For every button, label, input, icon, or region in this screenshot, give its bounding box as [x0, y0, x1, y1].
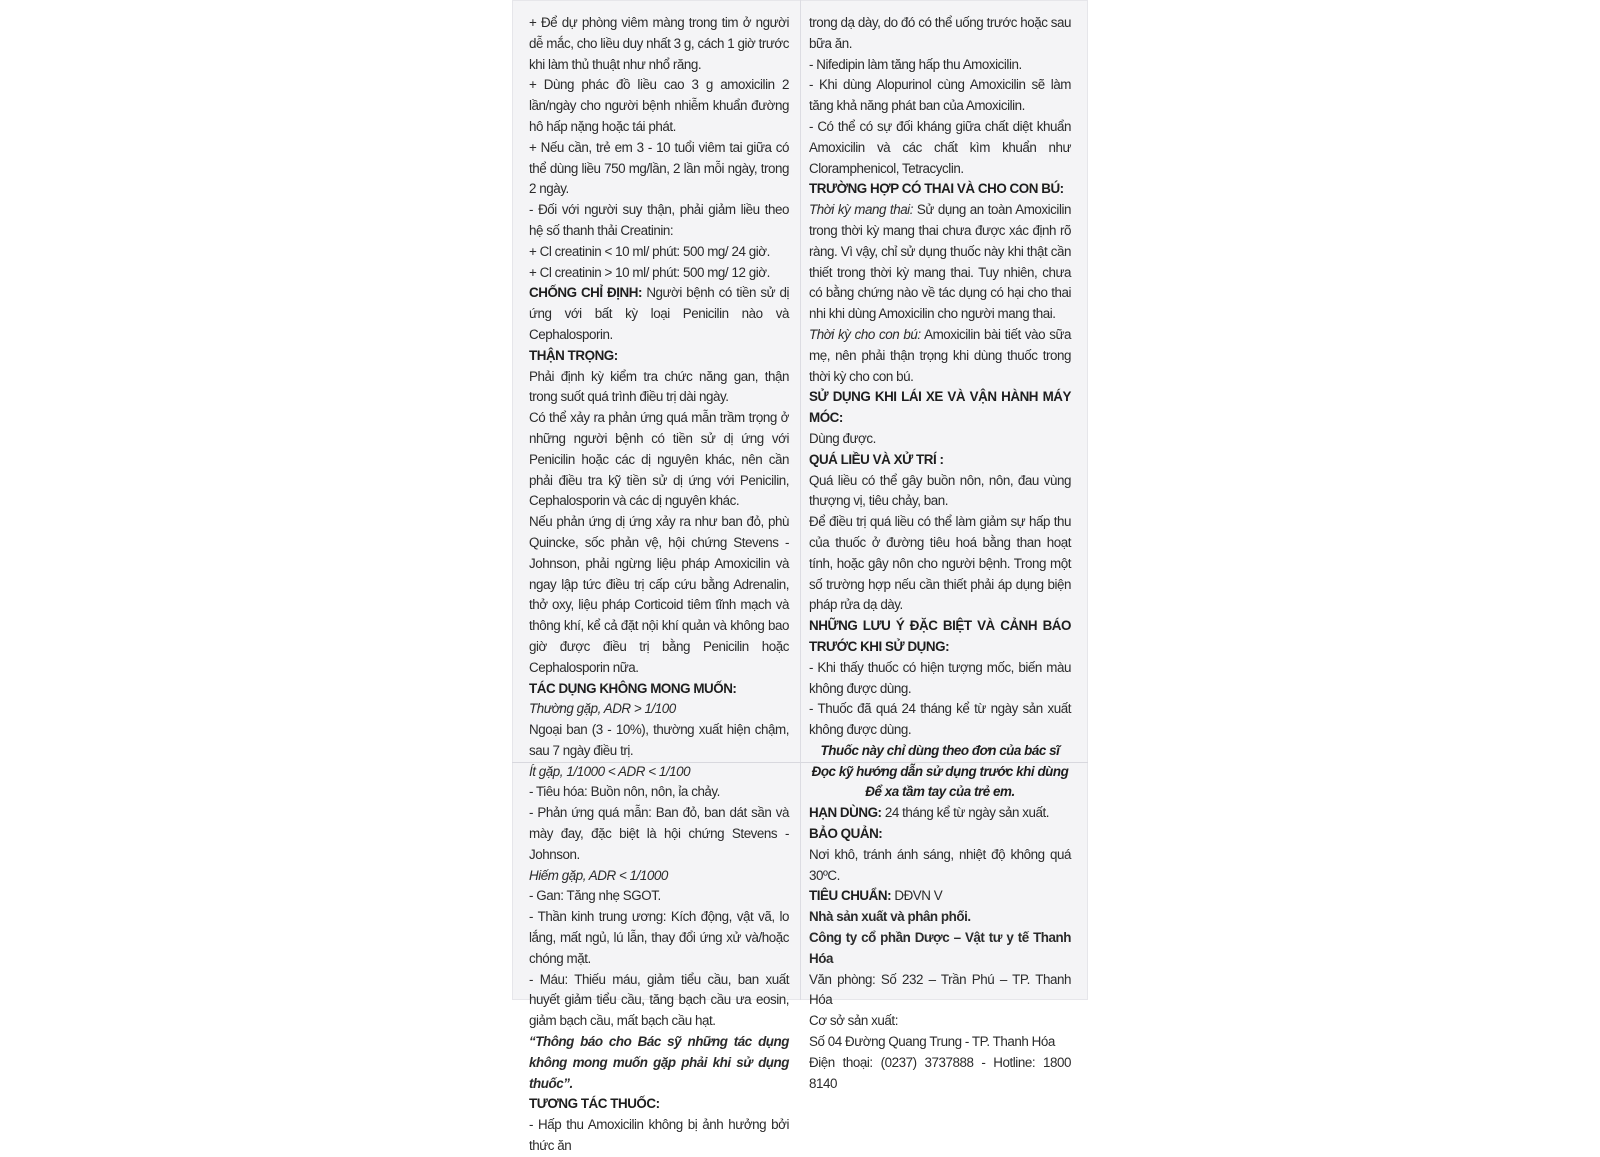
paragraph: - Thuốc đã quá 24 tháng kể từ ngày sản xuất không được dùng.: [809, 701, 1071, 738]
warning-line: Thuốc này chỉ dùng theo đơn của bác sĩ: [820, 742, 1060, 758]
paragraph: - Khi thấy thuốc có hiện tượng mốc, biến màu không được dùng.: [809, 659, 1071, 696]
paragraph: Nếu phản ứng dị ứng xảy ra như ban đỏ, phù Quincke, sốc phản vệ, hội chứng Stevens - Johnson, phải ngừng liệu pháp Amoxicilin và ngay lập tức điều trị cấp cứu bằng Adrenalin, thở oxy, liệu pháp Corticoid tiêm tĩnh mạch và thông khí, kể cả đặt nội khí quản và không bao giờ được điều trị bằng Penicilin hoặc Cephalosporin nữa.: [529, 514, 789, 675]
inline-heading: CHỐNG CHỈ ĐỊNH:: [529, 285, 642, 301]
paragraph: Nơi khô, tránh ánh sáng, nhiệt độ không quá 30ºC.: [809, 846, 1071, 883]
company-line: Nhà sản xuất và phân phối.: [809, 909, 971, 925]
paragraph: Để điều trị quá liều có thể làm giảm sự hấp thu của thuốc ở đường tiêu hoá bằng than hoạt tính, hoặc gây nôn cho người bệnh. Trong một số trường hợp nếu cần thiết phải áp dụng biện pháp rửa dạ dày.: [809, 514, 1071, 613]
frequency-label: Ít gặp, 1/1000 < ADR < 1/100: [529, 763, 691, 779]
paragraph: - Khi dùng Alopurinol cùng Amoxicilin sẽ làm tăng khả năng phát ban của Amoxicilin.: [809, 77, 1071, 114]
headed-paragraph: [809, 803, 1071, 824]
paragraph: Phải định kỳ kiểm tra chức năng gan, thận trong suốt quá trình điều trị dài ngày.: [529, 368, 789, 405]
leaflet-page: [512, 0, 1088, 1154]
left-column: [529, 13, 789, 1157]
paragraph: - Phản ứng quá mẫn: Ban đỏ, ban dát sần và mày đay, đặc biệt là hội chứng Stevens - Johnson.: [529, 805, 789, 862]
paragraph: + Để dự phòng viêm màng trong tim ở người dễ mắc, cho liều duy nhất 3 g, cách 1 giờ trước khi làm thủ thuật như nhổ răng.: [529, 15, 789, 72]
right-column: [809, 13, 1071, 1094]
warning-line: Đọc kỹ hướng dẫn sử dụng trước khi dùng: [811, 763, 1069, 779]
paragraph: - Có thể có sự đối kháng giữa chất diệt khuẩn Amoxicilin và các chất kìm khuẩn như Cloramphenicol, Tetracyclin.: [809, 118, 1071, 176]
paragraph: Số 04 Đường Quang Trung - TP. Thanh Hóa: [809, 1034, 1055, 1050]
paragraph: - Thần kinh trung ương: Kích động, vật vã, lo lắng, mất ngủ, lú lẫn, thay đổi ứng xử và/hoặc chóng mặt.: [529, 909, 789, 966]
paragraph: Cơ sở sản xuất:: [809, 1013, 898, 1029]
paragraph: Điện thoại: (0237) 3737888 - Hotline: 1800 8140: [809, 1054, 1071, 1091]
paragraph-text: Người bệnh có tiền sử dị ứng với bất kỳ loại Penicilin nào và Cephalosporin.: [529, 285, 789, 342]
inline-label: Thời kỳ cho con bú:: [809, 326, 921, 342]
section-heading: SỬ DỤNG KHI LÁI XE VÀ VẬN HÀNH MÁY MÓC:: [809, 389, 1071, 426]
paragraph: - Máu: Thiếu máu, giảm tiểu cầu, ban xuất huyết giảm tiểu cầu, tăng bạch cầu ưa eosin, giảm bạch cầu, mất bạch cầu hạt.: [529, 971, 789, 1029]
section-heading: NHỮNG LƯU Ý ĐẶC BIỆT VÀ CẢNH BÁO TRƯỚC KHI SỬ DỤNG:: [809, 618, 1071, 654]
paragraph: Có thể xảy ra phản ứng quá mẫn trầm trọng ở những người bệnh có tiền sử dị ứng với Penicilin hoặc các dị nguyên khác, nên cần phải điều tra kỹ tiền sử dị ứng với Penicilin, Cephalosporin và các dị nguyên khác.: [529, 410, 789, 509]
section-heading: TÁC DỤNG KHÔNG MONG MUỐN:: [529, 680, 737, 696]
paragraph: + Nếu cần, trẻ em 3 - 10 tuổi viêm tai giữa có thể dùng liều 750 mg/lần, 2 lần mỗi ngày, trong 2 ngày.: [529, 139, 789, 197]
labeled-paragraph: [809, 200, 1071, 325]
paragraph: Dùng được.: [809, 430, 876, 446]
paragraph: Ngoại ban (3 - 10%), thường xuất hiện chậm, sau 7 ngày điều trị.: [529, 722, 789, 758]
paragraph: - Tiêu hóa: Buồn nôn, nôn, ỉa chảy.: [529, 784, 720, 800]
headed-paragraph: [809, 886, 1071, 907]
section-heading: BẢO QUẢN:: [809, 826, 883, 842]
headed-paragraph: [529, 283, 789, 345]
paragraph: + Cl creatinin < 10 ml/ phút: 500 mg/ 24 giờ.: [529, 243, 770, 259]
frequency-label: Thường gặp, ADR > 1/100: [529, 701, 676, 717]
section-heading: TƯƠNG TÁC THUỐC:: [529, 1096, 660, 1112]
paragraph: Quá liều có thể gây buồn nôn, nôn, đau vùng thượng vị, tiêu chảy, ban.: [809, 472, 1071, 509]
paragraph-text: DĐVN V: [891, 888, 943, 904]
notice-text: “Thông báo cho Bác sỹ những tác dụng không mong muốn gặp phải khi sử dụng thuốc”.: [529, 1034, 789, 1091]
section-heading: THẬN TRỌNG:: [529, 347, 618, 363]
paragraph: - Nifedipin làm tăng hấp thu Amoxicilin.: [809, 56, 1022, 72]
paragraph: + Dùng phác đồ liều cao 3 g amoxicilin 2 lần/ngày cho người bệnh nhiễm khuẩn đường hô hấp nặng hoặc tái phát.: [529, 77, 789, 134]
paragraph-text: Sử dụng an toàn Amoxicilin trong thời kỳ mang thai chưa được xác định rõ ràng. Vì vậy, chỉ sử dụng thuốc này khi thật cần thiết trong thời kỳ mang thai. Tuy nhiên, chưa có bằng chứng nào về tác dụng có hại cho thai nhi khi dùng Amoxicilin cho người mang thai.: [809, 202, 1071, 322]
inline-label: Thời kỳ mang thai:: [809, 202, 913, 218]
paragraph: Văn phòng: Số 232 – Trần Phú – TP. Thanh Hóa: [809, 971, 1071, 1008]
paragraph-text: Amoxicilin bài tiết vào sữa mẹ, nên phải thận trọng khi dùng thuốc trong thời kỳ cho con bú.: [809, 326, 1071, 384]
warning-line: Để xa tầm tay của trẻ em.: [865, 784, 1015, 800]
inline-heading: TIÊU CHUẨN:: [809, 888, 892, 904]
frequency-label: Hiếm gặp, ADR < 1/1000: [529, 867, 668, 883]
paragraph: trong dạ dày, do đó có thể uống trước hoặc sau bữa ăn.: [809, 15, 1071, 51]
labeled-paragraph: [809, 325, 1071, 387]
section-heading: QUÁ LIỀU VÀ XỬ TRÍ :: [809, 451, 944, 467]
fold-line-vertical: [800, 0, 801, 1000]
paragraph: - Gan: Tăng nhẹ SGOT.: [529, 888, 661, 904]
paragraph: + Cl creatinin > 10 ml/ phút: 500 mg/ 12 giờ.: [529, 264, 770, 280]
section-heading: TRƯỜNG HỢP CÓ THAI VÀ CHO CON BÚ:: [809, 181, 1064, 197]
company-line: Công ty cổ phần Dược – Vật tư y tế Thanh Hóa: [809, 930, 1071, 966]
paragraph-text: 24 tháng kể từ ngày sản xuất.: [881, 805, 1050, 821]
inline-heading: HẠN DÙNG:: [809, 805, 882, 821]
paragraph: - Đối với người suy thận, phải giảm liều theo hệ số thanh thải Creatinin:: [529, 202, 789, 238]
paragraph: - Hấp thu Amoxicilin không bị ảnh hưởng bởi thức ăn: [529, 1117, 789, 1154]
